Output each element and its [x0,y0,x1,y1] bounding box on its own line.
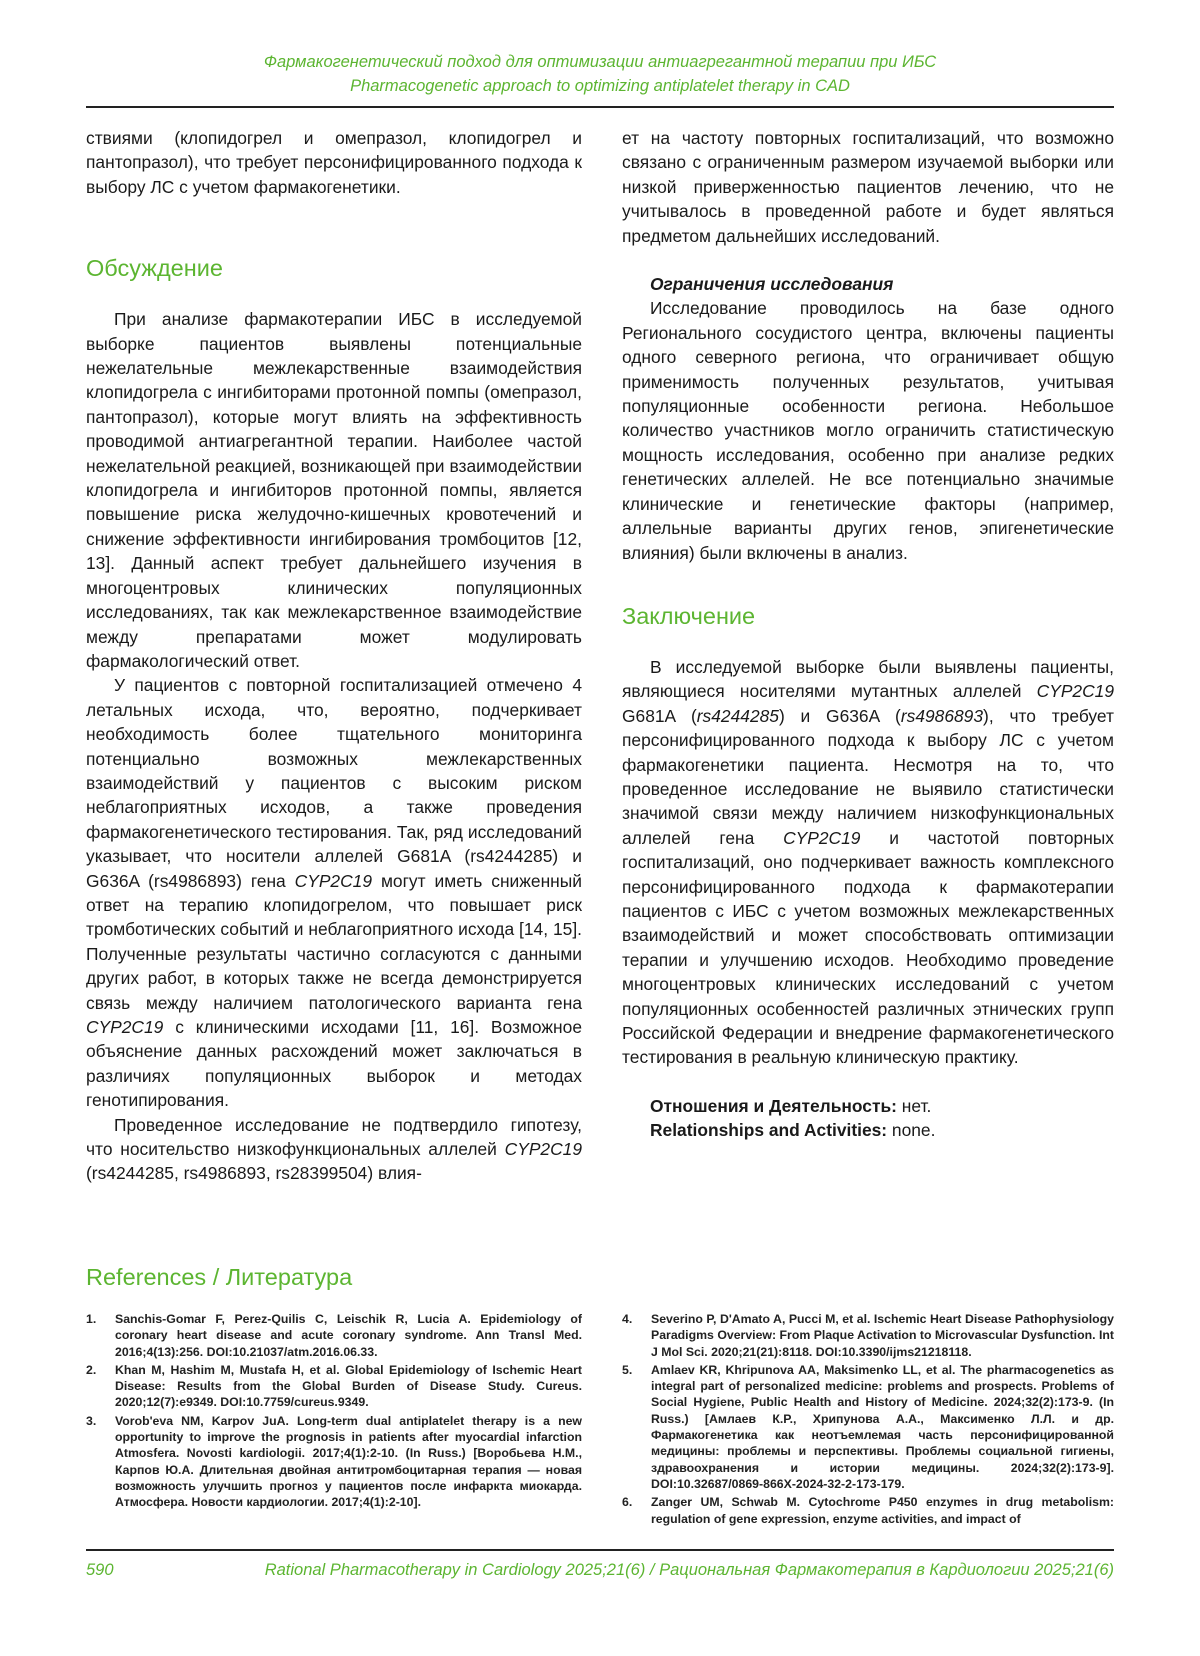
running-head [0,50,1200,98]
reference-item: 2. Khan M, Hashim M, Mustafa H, et al. Global Epidemiology of Ischemic Heart Disease: Results from the Global Burden of Disease Study. Cureus. 2020;12(7):e9349. DOI:10.7759/cureus.9349. [86,1362,582,1410]
conclusion-heading: Заключение [622,602,756,629]
limitations-heading: Ограничения исследования [650,274,894,295]
journal-citation: Rational Pharmacotherapy in Cardiology 2025;21(6) / Рациональная Фармакотерапия в Кардиологии 2025;21(6) [264,1561,1114,1579]
references-right-column [622,1311,1114,1529]
discussion-paragraph-3: Проведенное исследование не подтвердило гипотезу, что носительство низкофункциональных аллелей CYP2C19 (rs4244285, rs4986893, rs28399504) влия- [86,1114,582,1184]
discussion-paragraph-2: У пациентов с повторной госпитализацией отмечено 4 летальных исхода, что, вероятно, подчеркивает необходимость более тщательного мониторинга потенциально возможных межлекарственных взаимодействий у пациентов с высоким риском неблагоприятных исходов, а также проведения фармакогенетического тестирования. Так, ряд исследований указывает, что носители аллелей G681A (rs4244285) и G636A (rs4986893) гена CYP2C19 могут иметь сниженный ответ на терапию клопидогрелом, что повышает риск тромботических событий и неблагоприятного исхода [14, 15]. Полученные результаты частично согласуются с данными других работ, в которых также не всегда демонстрируется связь между наличием патологического варианта гена CYP2C19 с клиническими исходами [11, 16]. Возможное объяснение данных расхождений может заключаться в различиях популяционных выборок и методах генотипирования. [86,675,582,1111]
limitations-paragraph: Исследование проводилось на базе одного Регионального сосудистого центра, включены пациенты одного северного региона, что ограничивает общую применимость полученных результатов, учитывая популяционные особенности региона. Небольшое количество участников могло ограничить статистическую мощность исследования, особенно при анализе редких генетических аллелей. Не все потенциально значимые клинические и генетические факторы (например, аллельные варианты других генов, эпигенетические влияния) были включены в анализ. [622,298,1114,563]
gene-name: CYP2C19 [783,827,861,848]
right-continuation-text: ет на частоту повторных госпитализаций, что возможно связано с ограниченным размером изучаемой выборки или низкой приверженностью пациентов лечению, что не учитывалось в проведенной работе и будет являться предметом дальнейших исследований. [622,128,1114,246]
right-column [622,126,1114,1143]
references-heading: References / Литература [86,1264,353,1290]
discussion-heading: Обсуждение [86,255,223,282]
running-head-en: Pharmacogenetic approach to optimizing antiplatelet therapy in CAD [350,77,850,95]
reference-item: 6. Zanger UM, Schwab M. Cytochrome P450 enzymes in drug metabolism: regulation of gene expression, enzyme activities, and impact of [622,1495,1114,1526]
reference-item: 4. Severino P, D'Amato A, Pucci M, et al. Ischemic Heart Disease Pathophysiology Paradigms Overview: From Plaque Activation to Microvascular Dysfunction. Int J Mol Sci. 2020;21(21):8118. DOI:10.3390/ijms21218118. [622,1312,1114,1359]
relationships-ru: Отношения и Деятельность: нет. [650,1095,932,1116]
running-head-ru: Фармакогенетический подход для оптимизации антиагрегантной терапии при ИБС [263,53,937,71]
references-left-column [86,1311,582,1513]
gene-name: CYP2C19 [86,1017,164,1037]
discussion-paragraph-1: При анализе фармакотерапии ИБС в исследуемой выборке пациентов выявлены потенциальные нежелательные межлекарственные взаимодействия клопидогрела с ингибиторами протонной помпы (омепразол, пантопразол), которые могут влиять на эффективность проводимой антиагрегантной терапии. Наиболее частой нежелательной реакцией, возникающей при взаимодействии клопидогрела и ингибиторов протонной помпы, является повышение риска желудочно-кишечных кровотечений и снижение эффективности ингибирования тромбоцитов [12, 13]. Данный аспект требует дальнейшего изучения в многоцентровых клинических популяционных исследованиях, так как межлекарственное взаимодействие между препаратами может модулировать фармакологический ответ. [86,309,582,671]
header-divider [86,106,1114,108]
page-number: 590 [86,1561,114,1579]
footer-divider [86,1549,1114,1551]
reference-item: 3. Vorob'eva NM, Karpov JuA. Long-term dual antiplatelet therapy is a new opportunity to improve the prognosis in patients after myocardial infarction Atmosfera. Novosti kardiologii. 2017;4(1):2-10. (In Russ.) [Воробьева Н.М., Карпов Ю.А. Длительная двойная антитромбоцитарная терапия — новая возможность улучшить прогноз у пациентов после инфаркта миокарда. Атмосфера. Новости кардиологии. 2017;4(1):2-10]. [86,1413,582,1510]
left-column [86,126,582,1186]
left-continuation-text: ствиями (клопидогрел и омепразол, клопидогрел и пантопразол), что требует персонифицированного подхода к выбору ЛС с учетом фармакогенетики. [86,128,582,197]
reference-item: 1. Sanchis-Gomar F, Perez-Quilis C, Leischik R, Lucia A. Epidemiology of coronary heart disease and acute coronary syndrome. Ann Transl Med. 2016;4(13):256. DOI:10.21037/atm.2016.06.33. [86,1312,582,1359]
gene-name: CYP2C19 [1036,681,1114,702]
gene-name: CYP2C19 [294,870,373,891]
gene-name: CYP2C19 [504,1139,582,1160]
conclusion-paragraph: В исследуемой выборке были выявлены пациенты, являющиеся носителями мутантных аллелей CYP2C19 G681A (rs4244285) и G636A (rs4986893), что требует персонифицированного подхода к выбору ЛС с учетом фармакогенетики пациента. Несмотря на то, что проведенное исследование не выявило статистически значимой связи между наличием низкофункциональных аллелей гена CYP2C19 и частотой повторных госпитализаций, оно подчеркивает важность комплексного персонифицированного подхода к фармакотерапии пациентов с ИБС с учетом возможных межлекарственных взаимодействий и может способствовать оптимизации терапии и улучшению исходов. Необходимо проведение многоцентровых клинических исследований с учетом популяционных особенностей различных этнических групп Российской Федерации и внедрение фармакогенетического тестирования в реальную клиническую практику. [622,656,1114,1068]
reference-item: 5. Amlaev KR, Khripunova AA, Maksimenko LL, et al. The pharmacogenetics as integral part of personalized medicine: problems and prospects. Problems of Social Hygiene, Public Health and History of Medicine. 2024;32(2):173-9. (In Russ.) [Амлаев К.Р., Хрипунова А.А., Максименко Л.Л. и др. Фармакогенетика как неотъемлемая часть персонифицированной медицины: проблемы и перспективы. Проблемы социальной гигиены, здравоохранения и истории медицины. 2024;32(2):173-9]. DOI:10.32687/0869-866X-2024-32-2-173-179. [622,1362,1114,1491]
relationships-en: Relationships and Activities: none. [650,1120,936,1141]
